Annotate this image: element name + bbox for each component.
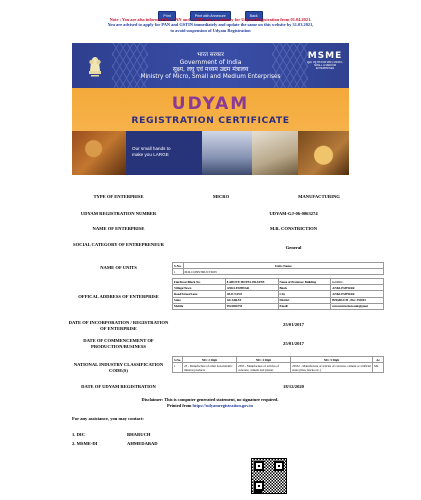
address-field-label: State [173, 297, 226, 303]
tagline-line-2: make you LARGE [132, 152, 169, 157]
nic-5digit-cell: 23952 - Manufacture of articles of concrete, cement or artificial stone (tiles, bricks etc.) [292, 363, 371, 372]
nic-4digit-header: NIC 4 Digit [237, 357, 291, 363]
print-with-annexure-button[interactable]: Print with Annexure [190, 11, 231, 21]
enterprise-activity: MANUFACTURING [298, 194, 340, 199]
msme-logo-word: MSME [307, 51, 343, 61]
address-field-value: 8 ABOVE HOTEL PRATEE [225, 279, 278, 285]
registration-number-value: UDYAM-GJ-06-0063274 [269, 211, 318, 216]
units-label: NAME OF UNITS [100, 265, 137, 270]
craft-photo [298, 131, 349, 175]
qr-finder [254, 481, 264, 491]
enterprise-name-value: M.R. CONSTRICTION [269, 226, 318, 231]
hindi-ministry: सूक्ष्म, लघु एवं मध्यम उद्यम मंत्रालय [172, 66, 249, 73]
print-button[interactable]: Print [158, 11, 175, 21]
address-field-label: City [278, 291, 331, 297]
nic-4digit-cell: 2395 - Manufacture of articles of concrete, cement and plaster [237, 363, 291, 373]
notice-line-3: to avoid suspension of Udyam Registration [170, 27, 251, 33]
contact-name: 1. DIC [72, 432, 86, 437]
hindi-government: भारत सरकार [197, 52, 224, 58]
table-row [173, 269, 384, 275]
social-category-label: SOCIAL CATEGORY OF ENTREPRENEUR [73, 242, 164, 247]
factory-photo [252, 131, 298, 175]
assistance-text: For any assistance, you may contact: [72, 416, 144, 421]
social-category-value: General [285, 245, 302, 250]
udyam-website-link[interactable]: https://udyamregistration.gov.in [192, 402, 253, 408]
units-sno-header: S.No. [174, 263, 182, 268]
address-field-label: Village/Town [173, 285, 226, 291]
nic-2digit-header: NIC 2 Digit [183, 357, 237, 363]
disclaimer-line: Disclaimer: This is computer generated statement, no signature required. [141, 397, 279, 402]
address-field-value: GUJARAT [225, 297, 278, 303]
notice [40, 17, 381, 33]
msme-logo-subtitle: सूक्ष्म, लघु एवं मध्यम उद्यम | MICRO, SMALL & MEDIUM ENTERPRISES [307, 61, 343, 70]
udyam-date-label: DATE OF UDYAM REGISTRATION [81, 384, 156, 389]
incorporation-date-label: DATE OF INCORPORATION / REGISTRATION OF ENTERPRISE [68, 320, 169, 331]
address-field-label: Name of Premises/ Building [278, 279, 331, 285]
address-field-label: Mobile [173, 303, 226, 309]
units-name-header: Units Name [183, 263, 383, 269]
address-field-value: mrconstruction.ank@gmai [331, 303, 384, 309]
msme-logo [307, 51, 343, 70]
nic-label: NATIONAL INDUSTRY CLASSIFICATION CODE(S) [73, 362, 164, 373]
enterprise-name-label: NAME OF ENTERPRISE [92, 226, 145, 231]
government-header [72, 43, 349, 88]
commencement-date-value: 25/01/2017 [283, 341, 304, 346]
address-field-value: ANKLESHWAR [225, 285, 278, 291]
units-table [172, 262, 384, 275]
printed-from-prefix: Printed from [167, 402, 193, 408]
nic-sno-header: S.No. [174, 357, 182, 362]
ministry-name: Ministry of Micro, Small and Medium Enterprises [140, 74, 281, 80]
office-photo [202, 131, 252, 175]
units-sno-cell: 1 [173, 269, 184, 275]
registration-certificate-title: REGISTRATION CERTIFICATE [131, 115, 290, 126]
address-table [172, 278, 384, 310]
address-field-value: G.I.D.C. [331, 279, 384, 285]
type-of-enterprise-label: TYPE OF ENTERPRISE [93, 194, 144, 199]
incorporation-date-value: 25/01/2017 [283, 322, 304, 327]
udyam-title-band [72, 88, 349, 131]
notice-line-1: Note : You are also informed that PAN and GSTIN are mandatory for Udyam Registration from 01.04.2021. [109, 17, 312, 22]
address-field-value: ANKLESHWAR [331, 285, 384, 291]
address-field-label: Block [278, 285, 331, 291]
address-field-label: District [278, 297, 331, 303]
qr-finder [254, 461, 264, 471]
address-field-value: 9924696755 [225, 303, 278, 309]
government-of-india: Government of India [179, 59, 242, 66]
artisan-photo [72, 131, 126, 175]
contact-name: 2. MSME-DI [72, 441, 98, 446]
address-field-value: BHARUCH , Pin: 393001 [331, 297, 384, 303]
table-row [173, 303, 384, 309]
qr-code [251, 458, 287, 494]
address-field-label: Flat/Door/Block No. [173, 279, 226, 285]
udyam-date-value: 18/12/2020 [283, 384, 304, 389]
nic-activity-cell: Ma [373, 363, 384, 373]
contact-place: BHARUCH [127, 432, 151, 437]
address-label: OFFICAL ADDRESS OF ENTERPRISE [78, 294, 159, 299]
enterprise-size: MICRO [212, 194, 230, 199]
certificate-banner [72, 43, 349, 175]
address-field-label: Road/Street/Lane [173, 291, 226, 297]
nic-2digit-cell: 23 - Manufacture of other non-metallic mineral products [183, 363, 237, 373]
printed-from [60, 403, 360, 409]
photo-strip [72, 131, 349, 175]
commencement-date-label: DATE OF COMMENCEMENT OF PRODUCTION/BUSINESS [83, 338, 154, 349]
registration-number-label: UDYAM REGISTRATION NUMBER [80, 211, 157, 216]
udyam-title: UDYAM [171, 94, 250, 114]
contact-place: AHMEDABAD [127, 441, 158, 446]
address-field-label: Email: [278, 303, 331, 309]
nic-sno-cell: 1 [173, 363, 183, 373]
qr-finder [274, 461, 284, 471]
nic-5digit-header: NIC 5 Digit [291, 357, 373, 363]
notice-line-2: You are advised to apply for PAN and GSTIN immediately and update the same on this website by 31.03.2021, [107, 22, 314, 28]
address-field-value: ANKLESHWAR [331, 291, 384, 297]
nic-table [172, 356, 384, 373]
units-name-cell: M.R.CONSTRUCTION [183, 269, 383, 275]
tagline-line-1: Our small hands to [132, 146, 171, 151]
nic-activity-header: Ac [373, 357, 384, 363]
address-field-value: OLD N.H.8 [225, 291, 278, 297]
table-row [173, 363, 384, 373]
tagline-panel [126, 131, 202, 175]
back-button[interactable]: Back [245, 11, 263, 21]
disclaimer [60, 397, 360, 408]
